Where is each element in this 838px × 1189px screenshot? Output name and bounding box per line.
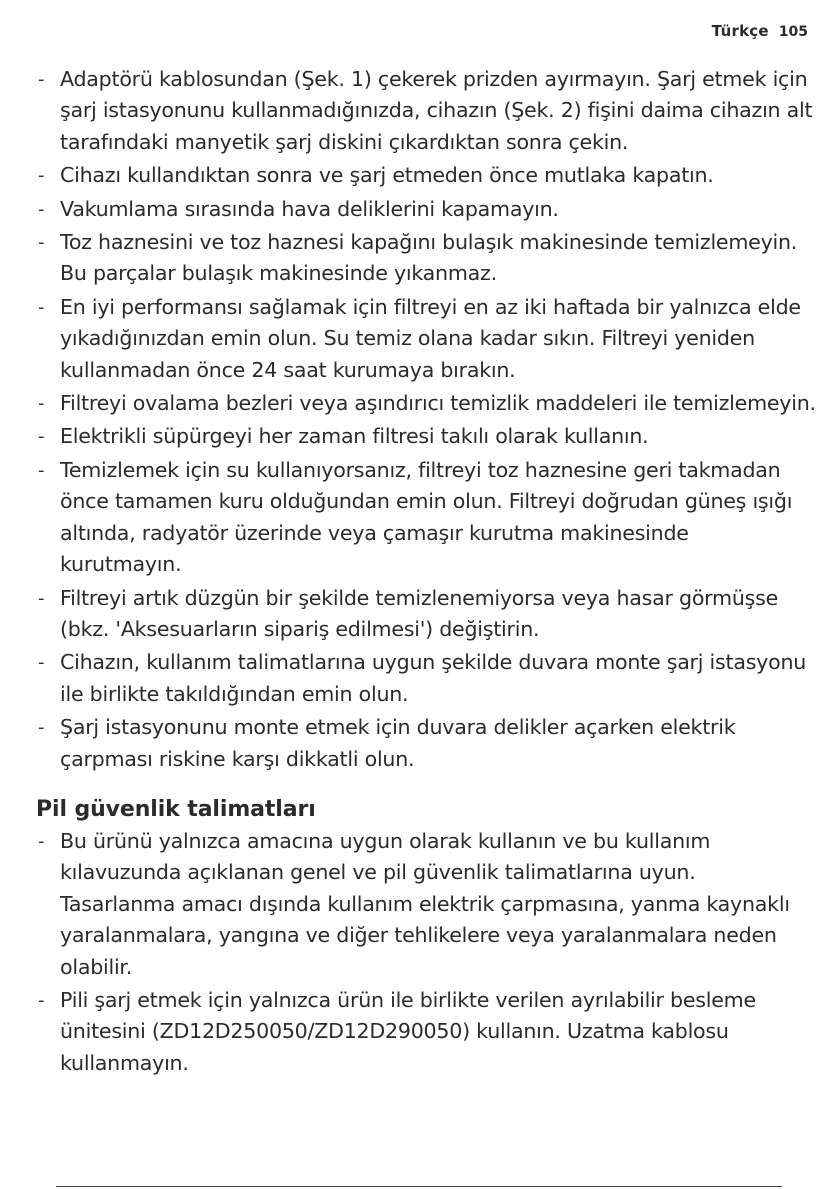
list-item-text: Adaptörü kablosundan (Şek. 1) çekerek prizden ayırmayın. Şarj etmek için şarj istasyonunu kullanmadığınızda, cihazın (Şek. 2) fişini daima cihazın alt tarafındaki manyetik şarj diskini çıkardıktan sonra çekin.	[60, 67, 813, 154]
list-item	[36, 647, 816, 710]
list-item	[36, 712, 816, 775]
page-number: 105	[778, 24, 808, 40]
bullet-dash: -	[38, 426, 45, 448]
bullet-dash: -	[38, 393, 45, 415]
list-item-text: Şarj istasyonunu monte etmek için duvara delikler açarken elektrik çarpması riskine karşı dikkatli olun.	[60, 715, 736, 771]
list-item-text: Cihazın, kullanım talimatlarına uygun şekilde duvara monte şarj istasyonu ile birlikte takıldığından emin olun.	[60, 650, 807, 706]
list-item	[36, 388, 816, 419]
bullet-dash: -	[38, 587, 45, 609]
list-item-text: En iyi performansı sağlamak için filtreyi en az iki haftada bir yalnızca elde yıkadığınızdan emin olun. Su temiz olana kadar sıkın. Filtreyi yeniden kullanmadan önce 24 saat kurumaya bırakın.	[60, 294, 801, 382]
bullet-dash: -	[38, 198, 45, 220]
battery-bullet-list	[36, 826, 816, 1079]
footer-divider	[56, 1186, 782, 1187]
bullet-dash: -	[38, 69, 45, 90]
bullet-dash: -	[38, 232, 45, 254]
section-title-battery-safety: Pil güvenlik talimatları	[36, 796, 316, 822]
list-item	[36, 227, 816, 290]
list-item	[36, 160, 816, 191]
list-item	[36, 826, 816, 983]
list-item	[36, 64, 816, 158]
bullet-dash: -	[38, 989, 45, 1011]
bullet-dash: -	[38, 459, 45, 481]
bullet-dash: -	[38, 652, 45, 674]
list-item	[36, 985, 816, 1079]
page-header	[712, 22, 808, 40]
list-item-text: Bu ürünü yalnızca amacına uygun olarak kullanın ve bu kullanım kılavuzunda açıklanan genel ve pil güvenlik talimatlarına uyun. Tasarlanma amacı dışında kullanım elektrik çarpmasına, yanma kaynaklı yaralanmalara, yangına ve diğer tehlikelere veya yaralanmalara neden olabilir.	[60, 828, 790, 979]
list-item-text: Filtreyi artık düzgün bir şekilde temizlenemiyorsa veya hasar görmüşse (bkz. 'Aksesuarların sipariş edilmesi') değiştirin.	[60, 585, 779, 641]
list-item-text: Cihazı kullandıktan sonra ve şarj etmeden önce mutlaka kapatın.	[60, 163, 714, 188]
safety-bullet-list	[36, 64, 816, 775]
bullet-dash: -	[38, 296, 45, 318]
list-item-text: Filtreyi ovalama bezleri veya aşındırıcı temizlik maddeleri ile temizlemeyin.	[60, 391, 816, 416]
list-item	[36, 455, 816, 581]
list-item	[36, 194, 816, 225]
list-item	[36, 421, 816, 452]
bullet-dash: -	[38, 165, 45, 187]
list-item-text: Toz haznesini ve toz haznesi kapağını bulaşık makinesinde temizlemeyin. Bu parçalar bulaşık makinesinde yıkanmaz.	[60, 230, 798, 286]
list-item-text: Pili şarj etmek için yalnızca ürün ile birlikte verilen ayrılabilir besleme ünitesini (ZD12D250050/ZD12D290050) kullanın. Uzatma kablosu kullanmayın.	[60, 987, 756, 1075]
language-label: Türkçe	[711, 22, 769, 40]
list-item	[36, 583, 816, 646]
bullet-dash: -	[38, 830, 45, 852]
list-item	[36, 292, 816, 386]
bullet-dash: -	[38, 717, 45, 739]
list-item-text: Temizlemek için su kullanıyorsanız, filtreyi toz haznesine geri takmadan önce tamamen kuru olduğundan emin olun. Filtreyi doğrudan güneş ışığı altında, radyatör üzerinde veya çamaşır kurutma makinesinde kurutmayın.	[60, 457, 793, 577]
document-body	[36, 64, 816, 1081]
list-item-text: Vakumlama sırasında hava deliklerini kapamayın.	[60, 196, 559, 221]
list-item-text: Elektrikli süpürgeyi her zaman filtresi takılı olarak kullanın.	[60, 424, 649, 449]
